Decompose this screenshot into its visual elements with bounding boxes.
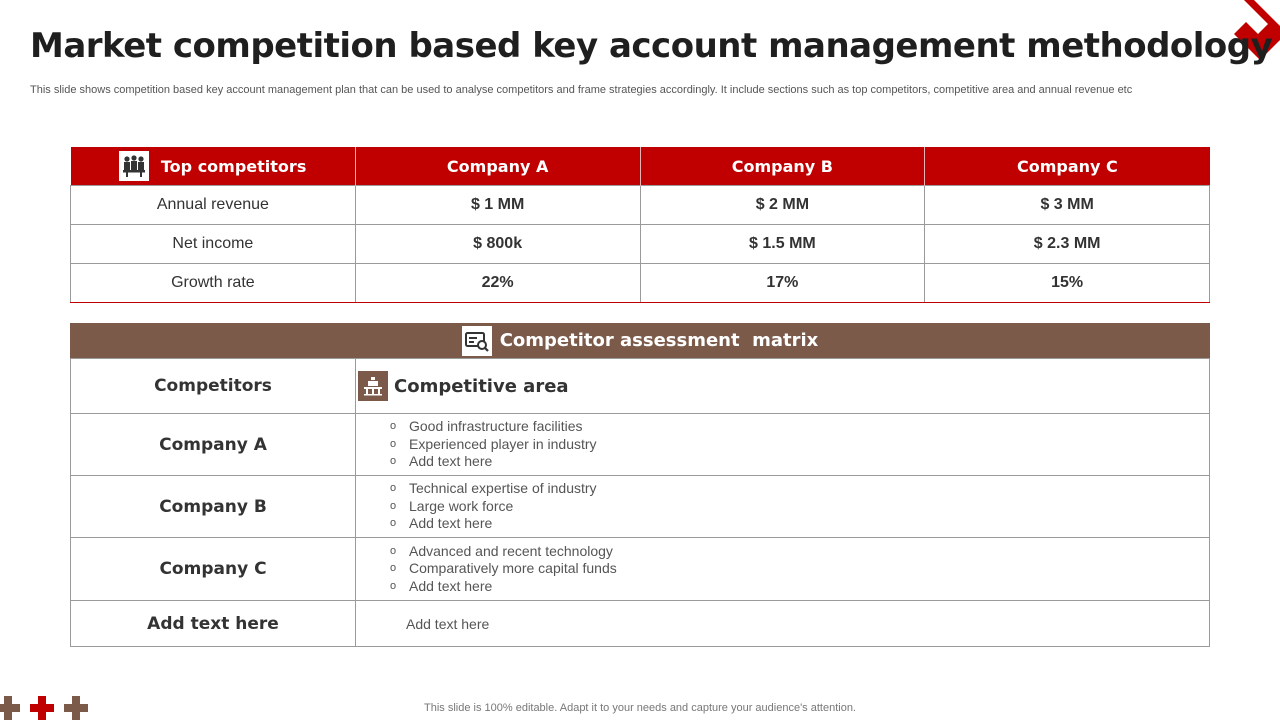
competitors-table: [70, 147, 1210, 303]
list-item: o Technical expertise of industry: [390, 480, 1209, 498]
bullet-list: [356, 418, 1209, 471]
list-item: o Good infrastructure facilities: [390, 418, 1209, 436]
list-item: o Add text here: [390, 453, 1209, 471]
top-competitors-header: [71, 147, 356, 186]
row-label: Growth rate: [71, 264, 356, 303]
table-row: [71, 264, 1210, 303]
list-item: o Add text here: [390, 515, 1209, 533]
table-row: [71, 414, 1210, 476]
top-competitors-label: Top competitors: [160, 156, 307, 176]
competitive-area-column-header: [356, 359, 1210, 414]
assessment-matrix-table: [70, 358, 1210, 647]
page-title: Market competition based key account management methodology: [30, 26, 1273, 66]
column-header-company-c: Company C: [925, 147, 1210, 186]
competitor-name: Company C: [71, 538, 356, 601]
matrix-title: Competitor assessment matrix: [499, 330, 819, 351]
matrix-header: [70, 323, 1210, 358]
row-label: Net income: [71, 225, 356, 264]
assessment-card-icon: [462, 326, 492, 356]
competitor-name: Company B: [71, 476, 356, 538]
competitive-area-cell: Add text here: [356, 601, 1210, 647]
competitive-area-cell: [356, 414, 1210, 476]
building-icon: [358, 371, 388, 401]
table-row: [71, 186, 1210, 225]
table-cell: $ 2 MM: [640, 186, 925, 225]
competitive-area-cell: [356, 476, 1210, 538]
table-cell: 22%: [355, 264, 640, 303]
competitor-name: Add text here: [71, 601, 356, 647]
list-item: o Large work force: [390, 498, 1209, 516]
list-item: o Comparatively more capital funds: [390, 560, 1209, 578]
competitors-header-row: [71, 147, 1210, 186]
competitive-area-cell: [356, 538, 1210, 601]
table-cell: $ 800k: [355, 225, 640, 264]
table-row: [71, 476, 1210, 538]
table-cell: 15%: [925, 264, 1210, 303]
matrix-header-row: [71, 359, 1210, 414]
table-row: [71, 601, 1210, 647]
bullet-list: [356, 543, 1209, 596]
competitor-name: Company A: [71, 414, 356, 476]
row-label: Annual revenue: [71, 186, 356, 225]
list-item: o Experienced player in industry: [390, 436, 1209, 454]
table-cell: $ 2.3 MM: [925, 225, 1210, 264]
footer-note: This slide is 100% editable. Adapt it to your needs and capture your audience's attention.: [424, 702, 856, 714]
column-header-company-b: Company B: [640, 147, 925, 186]
competitive-area-label: Competitive area: [394, 375, 569, 397]
table-cell: $ 3 MM: [925, 186, 1210, 225]
list-item: o Advanced and recent technology: [390, 543, 1209, 561]
table-row: [71, 538, 1210, 601]
page-subtitle: This slide shows competition based key account management plan that can be used to analyse competitors and frame strategies accordingly. It include sections such as top competitors, competitive area and annual revenue etc: [30, 84, 1133, 96]
list-item: o Add text here: [390, 578, 1209, 596]
table-cell: 17%: [640, 264, 925, 303]
column-header-company-a: Company A: [355, 147, 640, 186]
competitors-column-header: Competitors: [71, 359, 356, 414]
table-row: [71, 225, 1210, 264]
table-cell: $ 1 MM: [355, 186, 640, 225]
bullet-list: [356, 480, 1209, 533]
people-meeting-icon: [119, 151, 149, 181]
table-cell: $ 1.5 MM: [640, 225, 925, 264]
